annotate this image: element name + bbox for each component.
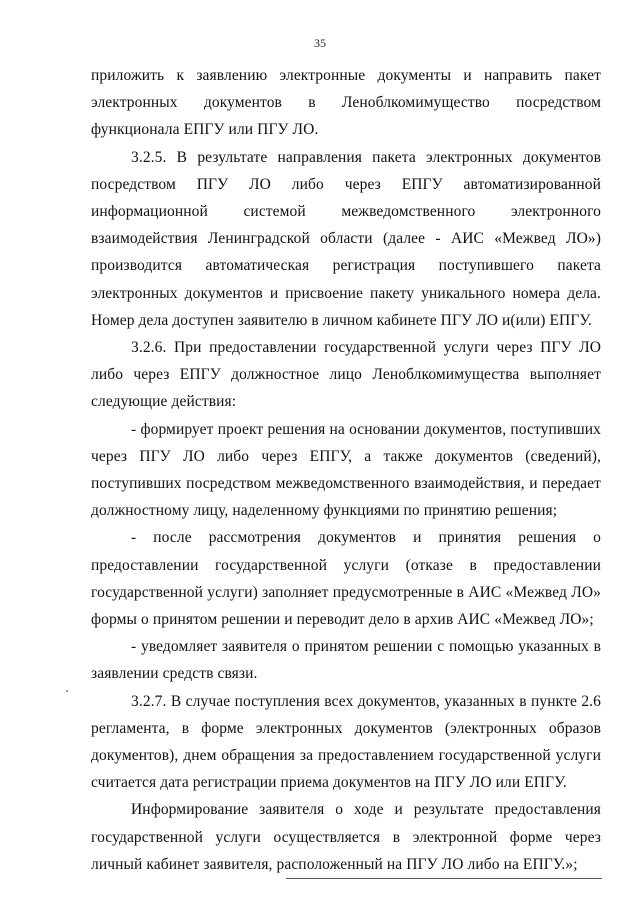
page-number: 35 [314, 36, 326, 50]
footer-rule [286, 878, 602, 879]
paragraph-informing: Информирование заявителя о ходе и результате предоставления государственной услуги осуществляется в электронной форме через личный кабинет заявителя, расположенный на ПГУ ЛО либо на ЕПГУ.»; [91, 801, 601, 873]
list-item-form-decision-draft: - формирует проект решения на основании документов, поступивших через ПГУ ЛО либо через ЕПГУ, а также документов (сведений), поступивших посредством межведомственного взаимодействия, и передает должностному лицу, наделенному функциями по принятию решения; [91, 420, 601, 520]
paragraph-3-2-7: 3.2.7. В случае поступления всех документов, указанных в пункте 2.6 регламента, в форме электронных документов (электронных образов документов), днем обращения за предоставлением государственной услуги считается дата регистрации приема документов на ПГУ ЛО или ЕПГУ. [91, 692, 601, 792]
scan-speck [66, 690, 68, 692]
paragraph-3-2-5: 3.2.5. В результате направления пакета электронных документов посредством ПГУ ЛО либо через ЕПГУ автоматизированной информационной системой межведомственного электронного взаимодействия Ленинградской области (далее - АИС «Межвед ЛО») производится автоматическая регистрация поступившего пакета электронных документов и присвоение пакету уникального номера дела. Номер дела доступен заявителю в личном кабинете ПГУ ЛО и(или) ЕПГУ. [91, 148, 601, 329]
list-item-notify-applicant: - уведомляет заявителя о принятом решении с помощью указанных в заявлении средств связи. [91, 638, 601, 683]
paragraph-continuation: приложить к заявлению электронные документы и направить пакет электронных документов в Леноблкомимущество посредством функционала ЕПГУ или ПГУ ЛО. [91, 67, 601, 139]
document-body [91, 62, 601, 878]
list-item-fill-forms: - после рассмотрения документов и принятия решения о предоставлении государственной услуги (отказе в предоставлении государственной услуги) заполняет предусмотренные в АИС «Межвед ЛО» формы о принятом решении и переводит дело в архив АИС «Межвед ЛО»; [91, 529, 601, 629]
paragraph-3-2-6: 3.2.6. При предоставлении государственной услуги через ПГУ ЛО либо через ЕПГУ должностное лицо Леноблкомимущества выполняет следующие действия: [91, 339, 601, 411]
